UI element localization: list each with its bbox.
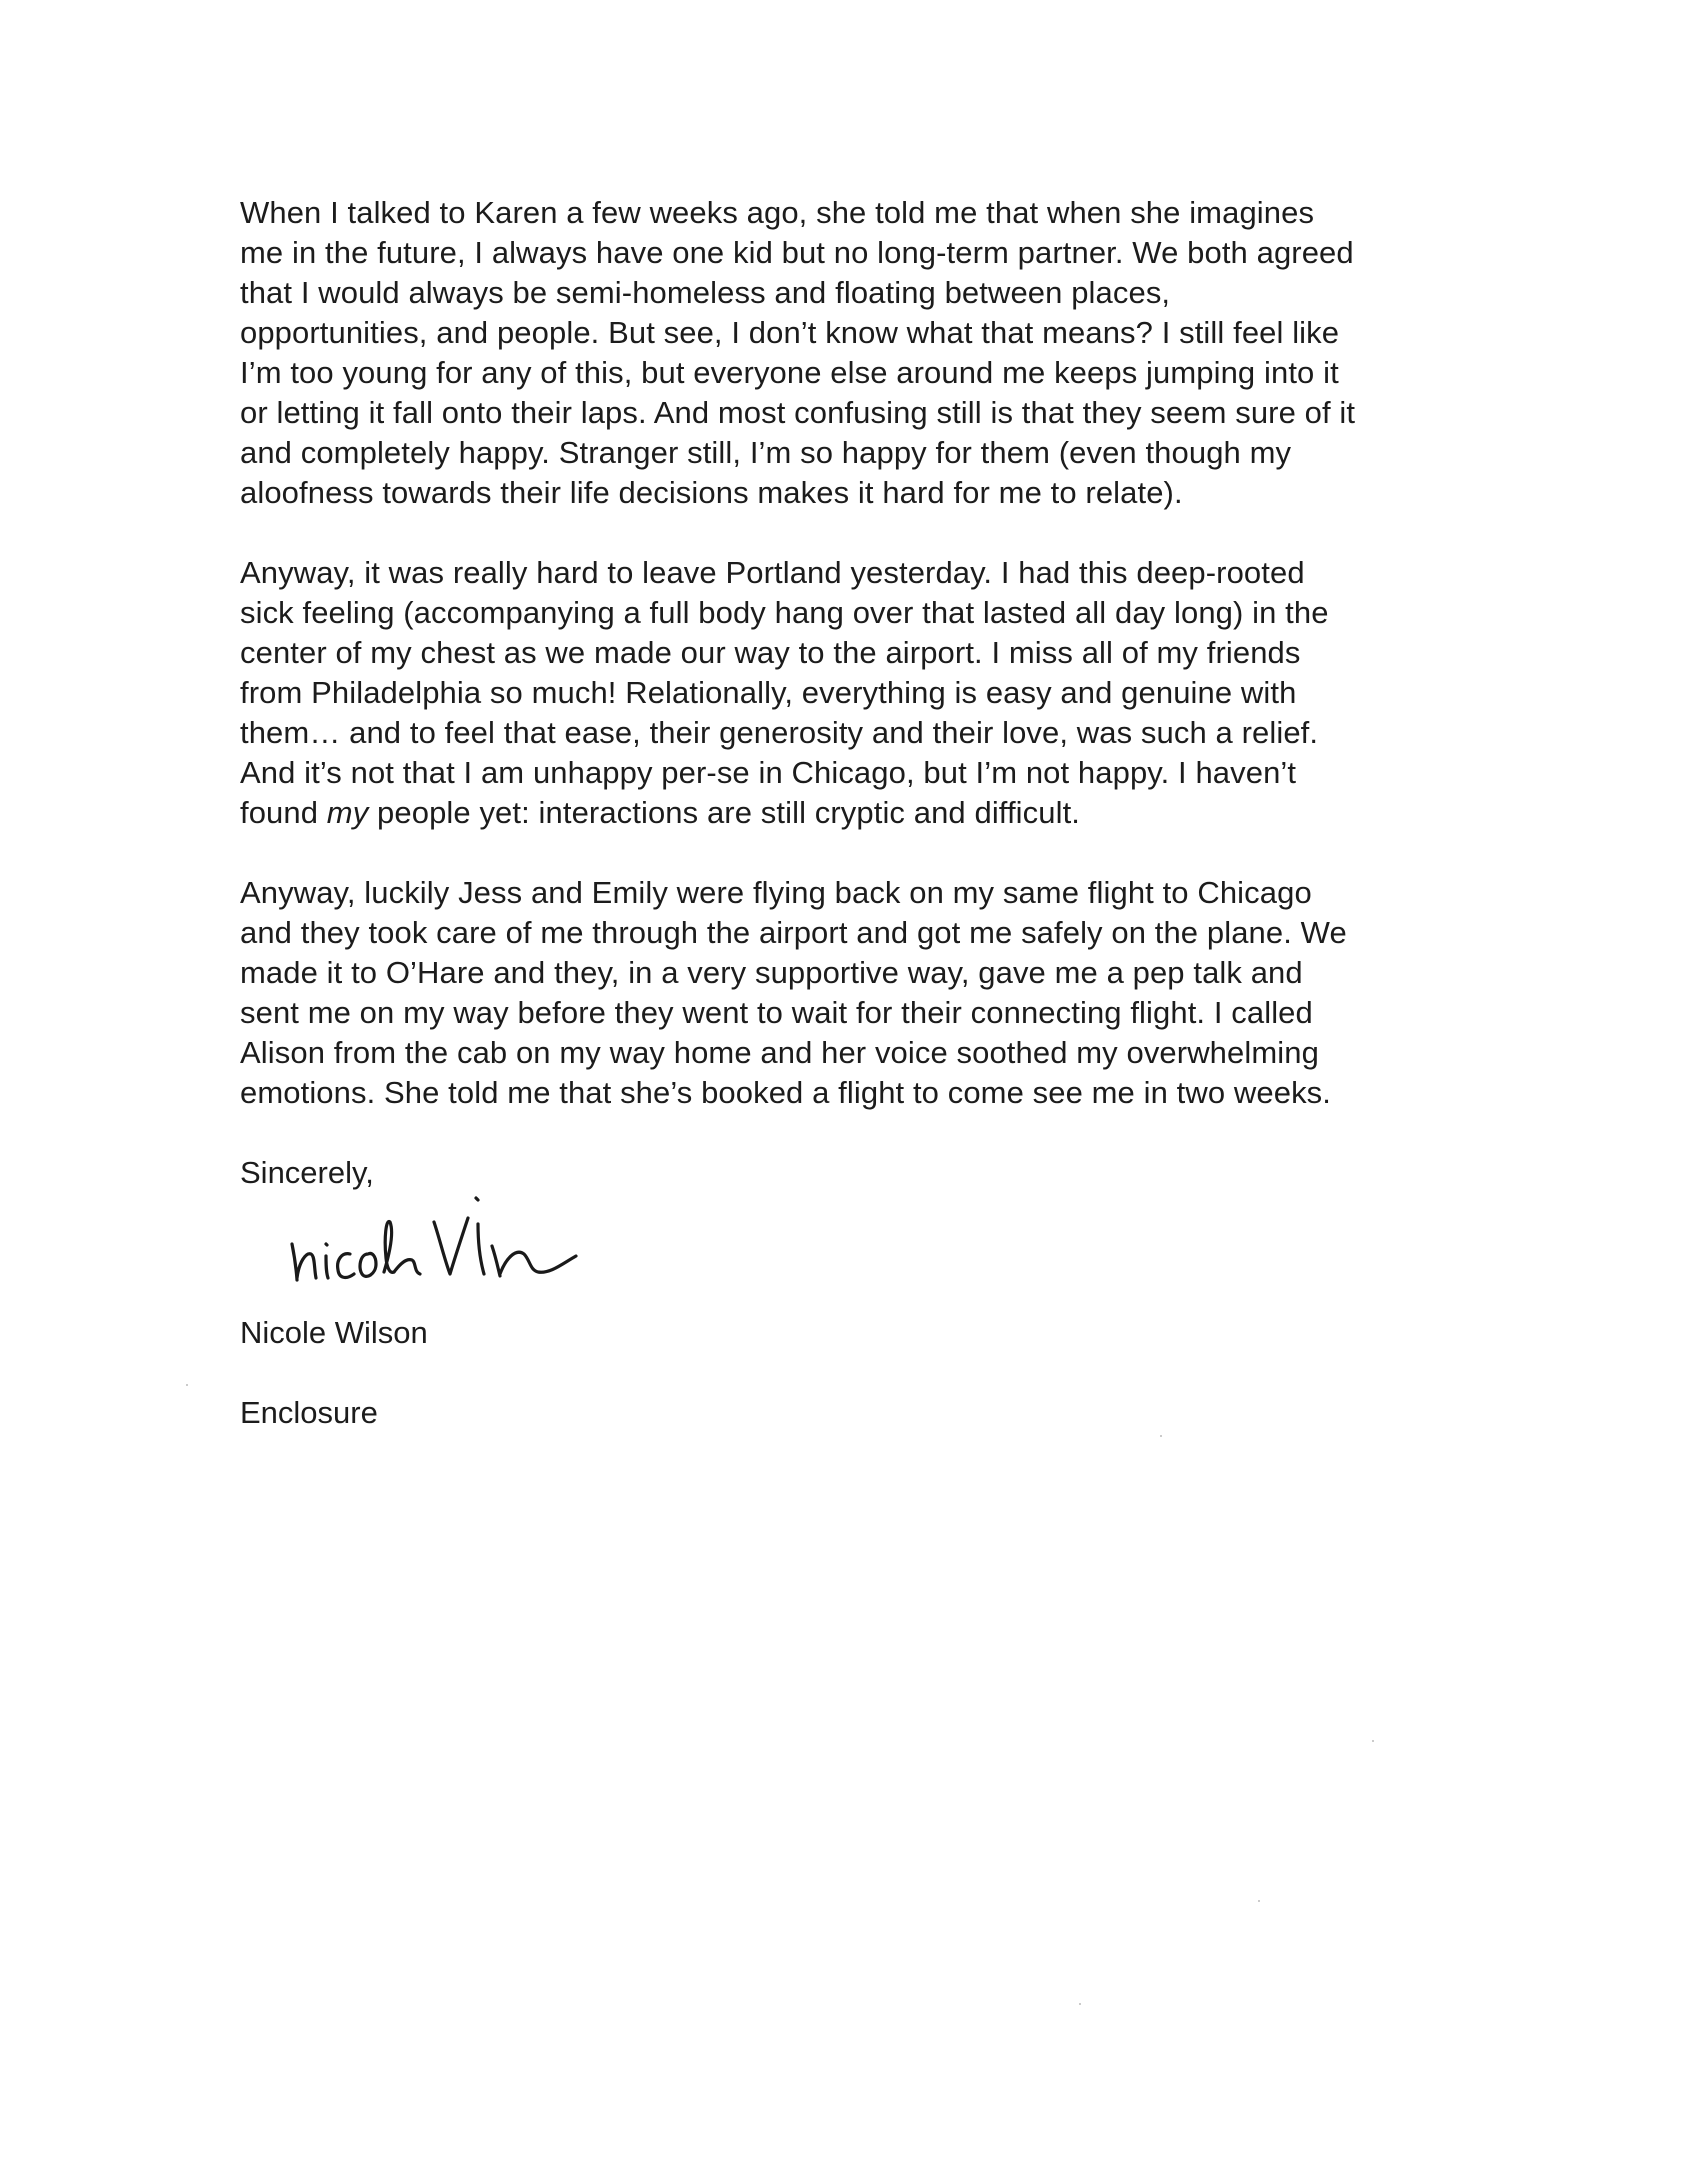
paragraph-line: And it’s not that I am unhappy per-se in Chicago, but I’m not happy. I haven’t <box>240 755 1297 790</box>
enclosure-note: Enclosure <box>240 1395 378 1430</box>
paragraph-line: emotions. She told me that she’s booked a flight to come see me in two weeks. <box>240 1075 1331 1110</box>
scan-speck <box>1160 1435 1162 1437</box>
handwritten-signature <box>280 1188 610 1298</box>
scan-speck <box>186 1384 188 1386</box>
paragraph-2 <box>240 553 1460 833</box>
paragraph-line: and completely happy. Stranger still, I’m so happy for them (even though my <box>240 435 1292 470</box>
line-text-before: found <box>240 795 327 830</box>
paragraph-line: sick feeling (accompanying a full body hang over that lasted all day long) in the <box>240 595 1329 630</box>
paragraph-line: Anyway, it was really hard to leave Portland yesterday. I had this deep-rooted <box>240 555 1305 590</box>
scan-speck <box>1079 2003 1081 2005</box>
paragraph-1 <box>240 193 1460 513</box>
scan-speck <box>1372 1740 1374 1742</box>
paragraph-line: Alison from the cab on my way home and her voice soothed my overwhelming <box>240 1035 1319 1070</box>
paragraph-line: from Philadelphia so much! Relationally, everything is easy and genuine with <box>240 675 1297 710</box>
paragraph-line: opportunities, and people. But see, I don’t know what that means? I still feel like <box>240 315 1340 350</box>
paragraph-line: When I talked to Karen a few weeks ago, she told me that when she imagines <box>240 195 1315 230</box>
line-text-after: people yet: interactions are still cryptic and difficult. <box>368 795 1081 830</box>
paragraph-line: Anyway, luckily Jess and Emily were flying back on my same flight to Chicago <box>240 875 1312 910</box>
paragraph-line: that I would always be semi-homeless and floating between places, <box>240 275 1171 310</box>
paragraph-line: sent me on my way before they went to wait for their connecting flight. I called <box>240 995 1313 1030</box>
paragraph-line: me in the future, I always have one kid but no long-term partner. We both agreed <box>240 235 1354 270</box>
paragraph-3 <box>240 873 1460 1113</box>
emphasized-word: my <box>326 795 369 830</box>
paragraph-line: and they took care of me through the airport and got me safely on the plane. We <box>240 915 1347 950</box>
paragraph-line: I’m too young for any of this, but everyone else around me keeps jumping into it <box>240 355 1339 390</box>
paragraph-line: aloofness towards their life decisions makes it hard for me to relate). <box>240 475 1183 510</box>
paragraph-line-with-emphasis <box>240 793 1460 833</box>
paragraph-line: center of my chest as we made our way to the airport. I miss all of my friends <box>240 635 1301 670</box>
letter-body <box>240 193 1460 1153</box>
paragraph-line: or letting it fall onto their laps. And most confusing still is that they seem sure of it <box>240 395 1356 430</box>
signer-name: Nicole Wilson <box>240 1315 428 1350</box>
scan-speck <box>1258 1900 1260 1902</box>
closing-salutation: Sincerely, <box>240 1155 374 1190</box>
paragraph-line: made it to O’Hare and they, in a very supportive way, gave me a pep talk and <box>240 955 1303 990</box>
paragraph-line: them… and to feel that ease, their generosity and their love, was such a relief. <box>240 715 1319 750</box>
